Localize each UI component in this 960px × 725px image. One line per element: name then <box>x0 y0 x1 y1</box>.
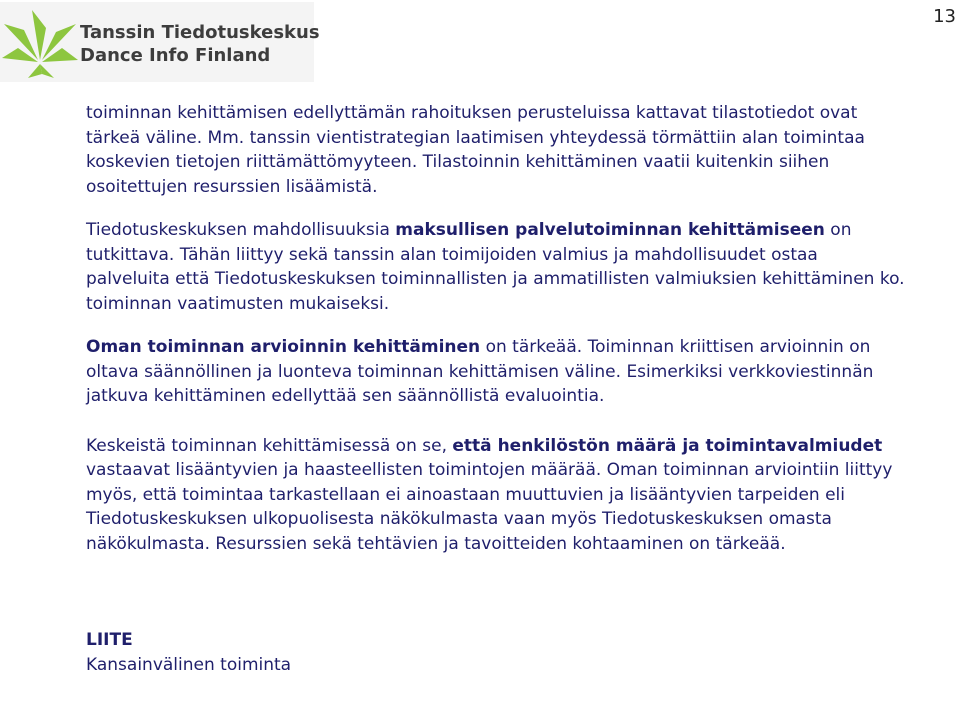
emphasis-text: että henkilöstön määrä ja toimintavalmiudet <box>452 435 883 456</box>
page-number: 13 <box>933 6 956 27</box>
paragraph-text: Tiedotuskeskuksen mahdollisuuksia <box>86 220 396 240</box>
paragraph-staff <box>86 434 906 557</box>
paragraph-text: on tärkeää. Toiminnan kriittisen arvioinnin on oltava säännöllinen ja luonteva toiminnan kehittämisen väline. Esimerkiksi verkkoviestinnän jatkuva kehittäminen edellyttää sen säännöllistä evaluointia. <box>86 337 874 406</box>
logo-line-1: Tanssin Tiedotuskeskus <box>80 22 320 43</box>
logo-line-2: Dance Info Finland <box>80 45 271 66</box>
paragraph-paid-services <box>86 218 906 316</box>
appendix-subheading: Kansainvälinen toiminta <box>86 654 292 675</box>
paragraph-statistics: toiminnan kehittämisen edellyttämän rahoituksen perusteluissa kattavat tilastotiedot ovat tärkeä väline. Mm. tanssin vientistrategian laatimisen yhteydessä törmättiin alan toimintaa koskevien tietojen riittämättömyyteen. Tilastoinnin kehittäminen vaatii kuitenkin siihen osoitettujen resurssien lisäämistä. <box>86 103 865 197</box>
paragraph-text: Keskeistä toiminnan kehittämisessä on se, <box>86 435 453 456</box>
paragraph-text: on tutkittava. Tähän liittyy sekä tanssin alan toimijoiden valmius ja mahdollisuudet ostaa palveluita että Tiedotuskeskuksen toiminnallisten ja ammatillisten valmiuksien kehittäminen ko. toiminnan vaatimusten mukaiseksi. <box>86 220 905 314</box>
logo <box>0 2 320 82</box>
emphasis-text: maksullisen palvelutoiminnan kehittämiseen <box>395 220 825 240</box>
appendix-heading <box>86 628 906 653</box>
appendix-title: LIITE <box>86 630 133 650</box>
paragraph-text: vastaavat lisääntyvien ja haasteellisten toimintojen määrää. Oman toiminnan arviointiin liittyy myös, että toimintaa tarkastellaan ei ainoastaan muuttuvien ja lisääntyvien tarpeiden eli Tiedotuskeskuksen ulkopuolisesta näkökulmasta vaan myös Tiedotuskeskuksen omasta näkökulmasta. Resurssien sekä tehtävien ja tavoitteiden kohtaaminen on tärkeää. <box>86 460 893 554</box>
emphasis-text: Oman toiminnan arvioinnin kehittäminen <box>86 337 481 357</box>
document-body <box>86 101 906 677</box>
paragraph-evaluation <box>86 335 906 409</box>
logo-text <box>80 21 320 67</box>
leaf-logo-icon <box>2 8 78 78</box>
